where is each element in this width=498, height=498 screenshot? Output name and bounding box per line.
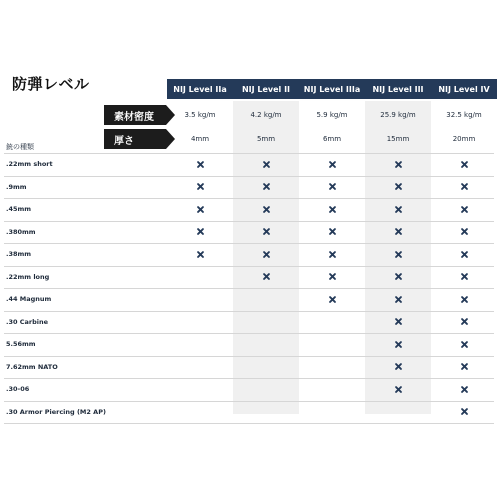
x-mark-icon: [431, 333, 497, 355]
x-mark-icon: [299, 266, 365, 288]
x-mark-icon: [431, 198, 497, 220]
density-value: 32.5 kg/m: [446, 111, 482, 119]
header-level-iiia: NIJ Level IIIa: [299, 79, 365, 99]
header-level-ii: NIJ Level II: [233, 79, 299, 99]
x-mark-icon: [167, 243, 233, 265]
caliber-label: 5.56mm: [6, 340, 36, 348]
spec-label-density: 素材密度: [104, 105, 166, 125]
x-mark-icon: [431, 221, 497, 243]
caliber-column-header: 銃の種類: [6, 143, 34, 151]
thickness-value: 15mm: [386, 135, 410, 143]
header-level-iii: NIJ Level III: [365, 79, 431, 99]
x-mark-icon: [365, 153, 431, 175]
x-mark-icon: [233, 198, 299, 220]
x-mark-icon: [365, 198, 431, 220]
header-level-iv: NIJ Level IV: [431, 79, 497, 99]
caliber-label: .22mm short: [6, 160, 53, 168]
spec-label-thickness: 厚さ: [104, 129, 166, 149]
x-mark-icon: [233, 266, 299, 288]
caliber-label: .30-06: [6, 385, 30, 393]
x-mark-icon: [233, 176, 299, 198]
x-mark-icon: [167, 198, 233, 220]
x-mark-icon: [233, 243, 299, 265]
x-mark-icon: [365, 311, 431, 333]
caliber-label: .22mm long: [6, 272, 50, 281]
thickness-value: 20mm: [452, 135, 476, 143]
x-mark-icon: [365, 266, 431, 288]
density-value: 4.2 kg/m: [250, 111, 282, 119]
x-mark-icon: [431, 401, 497, 423]
x-mark-icon: [431, 176, 497, 198]
x-mark-icon: [365, 176, 431, 198]
caliber-label: .38mm: [6, 250, 32, 258]
x-mark-icon: [365, 221, 431, 243]
caliber-label: .44 Magnum: [6, 295, 52, 303]
caliber-label: .45mm: [6, 205, 32, 213]
page-title: 防弾レベル: [12, 75, 90, 93]
x-mark-icon: [365, 333, 431, 355]
x-mark-icon: [431, 311, 497, 333]
caliber-label: .30 Armor Piercing (M2 AP): [6, 407, 106, 416]
x-mark-icon: [365, 288, 431, 310]
x-mark-icon: [299, 176, 365, 198]
x-mark-icon: [431, 378, 497, 400]
x-mark-icon: [431, 288, 497, 310]
x-mark-icon: [365, 243, 431, 265]
x-mark-icon: [233, 153, 299, 175]
caliber-label: 7.62mm NATO: [6, 362, 58, 371]
density-value: 3.5 kg/m: [184, 111, 216, 119]
x-mark-icon: [299, 198, 365, 220]
x-mark-icon: [299, 288, 365, 310]
x-mark-icon: [431, 153, 497, 175]
caliber-label: .380mm: [6, 227, 36, 236]
x-mark-icon: [167, 176, 233, 198]
thickness-value: 6mm: [322, 135, 342, 143]
x-mark-icon: [167, 221, 233, 243]
caliber-label: .9mm: [6, 182, 27, 191]
row-divider: [4, 423, 494, 424]
x-mark-icon: [299, 153, 365, 175]
x-mark-icon: [365, 356, 431, 378]
x-mark-icon: [431, 243, 497, 265]
x-mark-icon: [233, 221, 299, 243]
x-mark-icon: [299, 243, 365, 265]
x-mark-icon: [167, 153, 233, 175]
x-mark-icon: [365, 378, 431, 400]
x-mark-icon: [431, 266, 497, 288]
density-value: 25.9 kg/m: [380, 111, 416, 119]
thickness-value: 4mm: [190, 135, 210, 143]
caliber-label: .30 Carbine: [6, 317, 49, 326]
thickness-value: 5mm: [256, 135, 276, 143]
x-mark-icon: [431, 356, 497, 378]
density-value: 5.9 kg/m: [316, 111, 348, 119]
x-mark-icon: [299, 221, 365, 243]
header-level-iia: NIJ Level IIa: [167, 79, 233, 99]
